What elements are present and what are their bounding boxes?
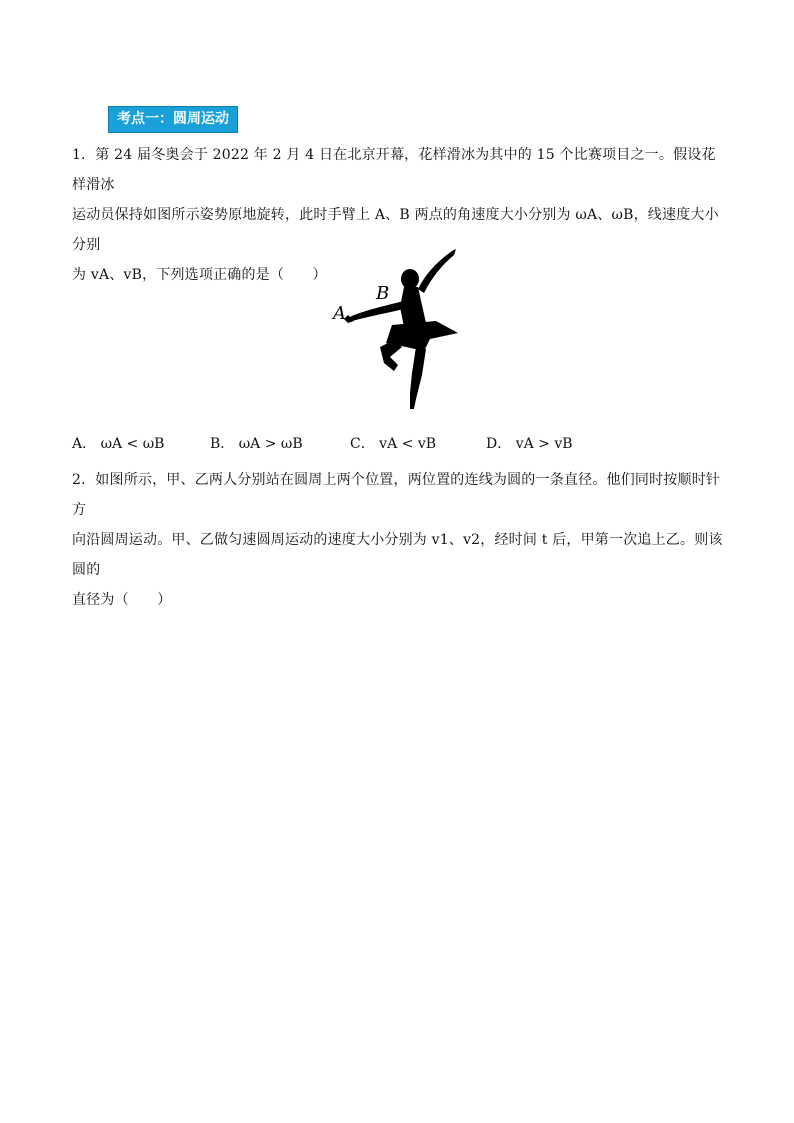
option-b[interactable]: [210, 430, 303, 458]
question-2: [72, 465, 724, 615]
option-a[interactable]: [72, 430, 164, 458]
option-a-key: A．: [72, 436, 97, 452]
point-b-label: B: [376, 283, 390, 304]
skater-figure: [326, 243, 466, 413]
option-c[interactable]: [350, 430, 436, 458]
option-a-text: ωA < ωB: [100, 436, 165, 452]
question-2-line-2: 向沿圆周运动。甲、乙做匀速圆周运动的速度大小分别为 v1、v2，经时间 t 后，甲第一次追上乙。则该圆的: [72, 532, 723, 578]
question-1-line-2: 运动员保持如图所示姿势原地旋转，此时手臂上 A、B 两点的角速度大小分别为 ωA、ωB，线速度大小分别: [72, 207, 719, 253]
question-1-line-1: 1．第 24 届冬奥会于 2022 年 2 月 4 日在北京开幕，花样滑冰为其中的 15 个比赛项目之一。假设花样滑冰: [72, 147, 716, 193]
question-1-line-3: 为 vA、vB，下列选项正确的是（ ）: [72, 267, 327, 283]
option-d[interactable]: [486, 430, 573, 458]
option-c-key: C．: [350, 436, 375, 452]
question-2-line-1: 2．如图所示，甲、乙两人分别站在圆周上两个位置，两位置的连线为圆的一条直径。他们同时按顺时针方: [72, 472, 721, 518]
option-d-key: D．: [486, 436, 512, 452]
point-a-label: A: [333, 303, 346, 324]
option-c-text: vA < vB: [379, 436, 437, 452]
skater-silhouette: [326, 243, 466, 413]
question-2-line-3: 直径为（ ）: [72, 592, 172, 608]
option-b-text: ωA > ωB: [238, 436, 303, 452]
option-d-text: vA > vB: [515, 436, 573, 452]
option-b-key: B．: [210, 436, 235, 452]
section-title: 考点一：圆周运动: [108, 106, 238, 133]
